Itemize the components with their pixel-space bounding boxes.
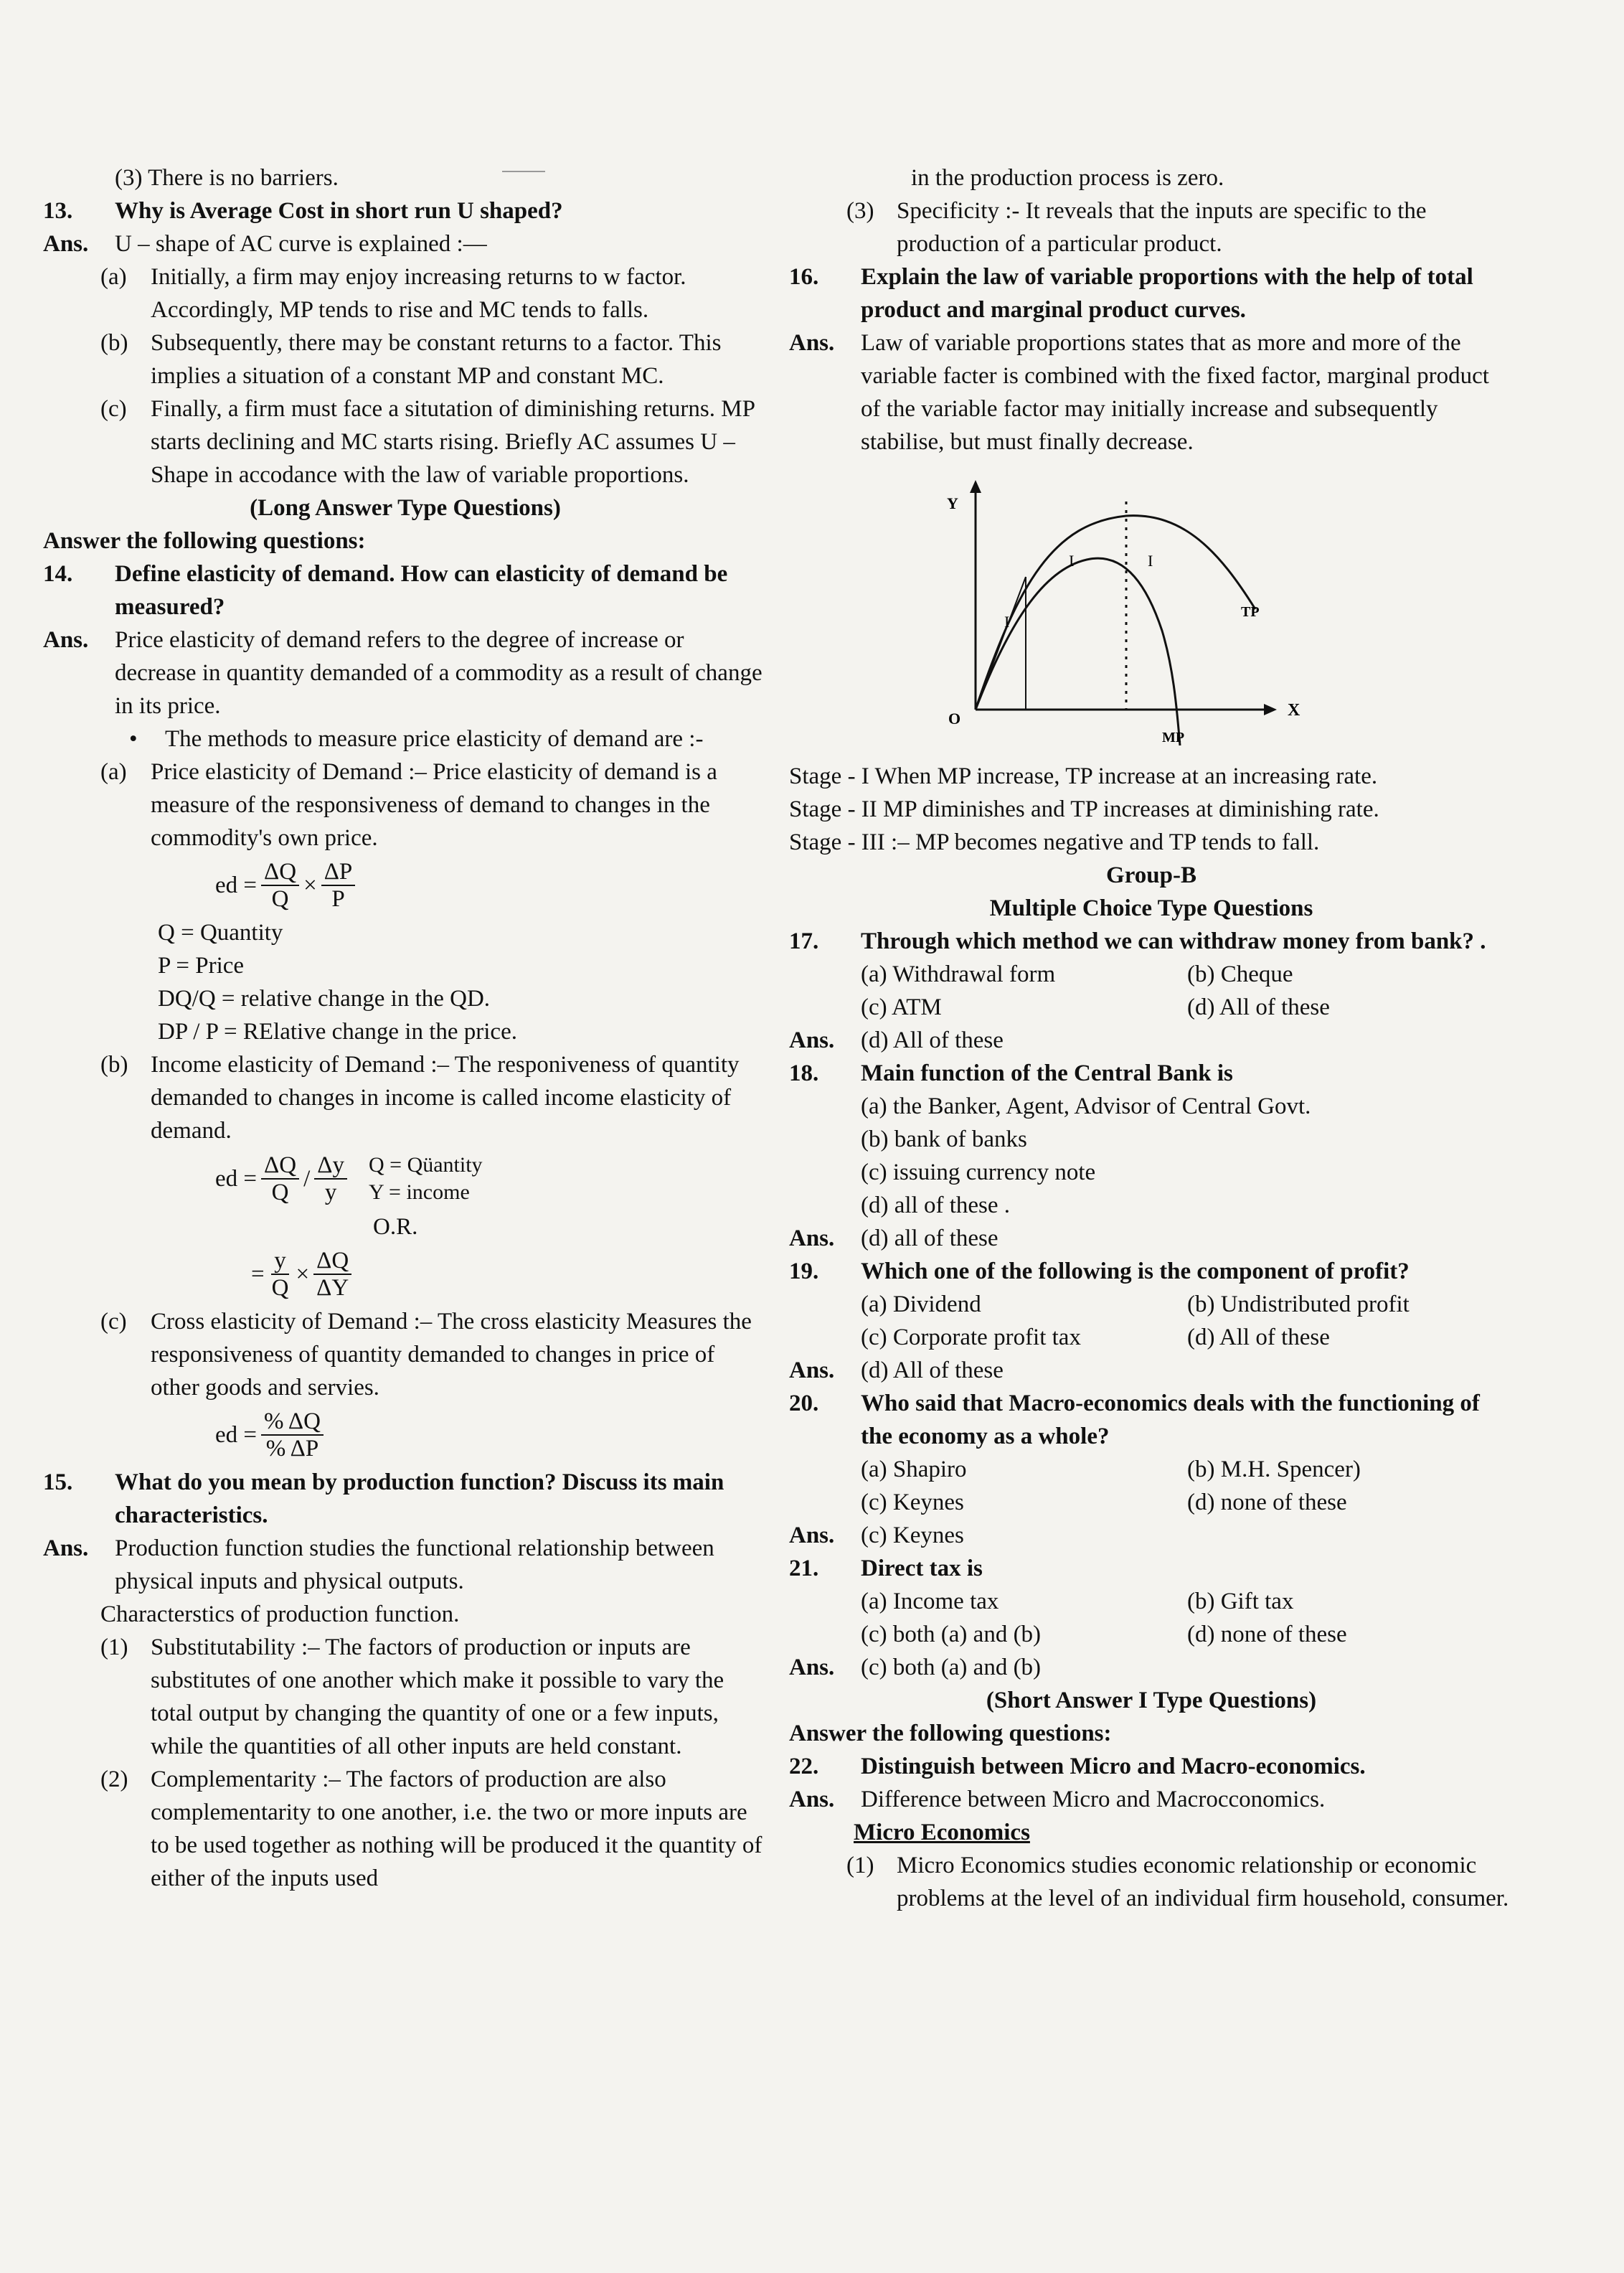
tp-curve xyxy=(976,516,1255,710)
micro-point-1: (1) Micro Economics studies economic relationship or economic problems at the level of an individual firm household, consumer. xyxy=(846,1853,1509,1911)
answer-13: Ans. U – shape of AC curve is explained :— xyxy=(43,231,487,257)
stage-3: Stage - III :– MP becomes negative and TP tends to fall. xyxy=(789,829,1320,855)
q21-answer: Ans. (c) both (a) and (b) xyxy=(789,1655,1042,1680)
question-15: 15. What do you mean by production function? Discuss its main characteristics. xyxy=(43,1469,724,1528)
stage-label-2: I xyxy=(1069,552,1075,570)
answer-14-c: (c) Cross elasticity of Demand :– The cross elasticity Measures the responsiveness of quantity demanded to changes in price of other goods and servies. xyxy=(100,1309,752,1401)
question-18: 18. Main function of the Central Bank is xyxy=(789,1060,1233,1086)
answer-16: Ans. Law of variable proportions states that as more and more of the variable facter is combined with the fixed factor, marginal product of the variable factor may initially increase and subsequently stabilise, but must finally decrease. xyxy=(789,330,1489,455)
characteristic-3: (3) Specificity :- It reveals that the inputs are specific to the production of a particular product. xyxy=(846,198,1427,257)
origin-label: O xyxy=(948,710,961,728)
question-14: 14. Define elasticity of demand. How can elasticity of demand be measured? xyxy=(43,561,728,620)
x-label: X xyxy=(1288,701,1300,720)
question-16: 16. Explain the law of variable proportions with the help of total product and marginal product curves. xyxy=(789,264,1473,323)
group-b-heading: Group-B xyxy=(1106,862,1196,888)
answer-22: Ans. Difference between Micro and Macrocconomics. xyxy=(789,1787,1326,1812)
q17-answer: Ans. (d) All of these xyxy=(789,1027,1004,1053)
continuation-line: in the production process is zero. xyxy=(911,165,1224,191)
question-20: 20. Who said that Macro-economics deals with the functioning of the economy as a whole? xyxy=(789,1390,1480,1449)
q18-answer: Ans. (d) all of these xyxy=(789,1225,999,1251)
cross-elasticity-formula: ed = $\frac{\% \Delta Q}{\% \Delta P}$ xyxy=(43,1408,768,1462)
q17-options: (a) Withdrawal form (b) Cheque (c) ATM (d) All of these xyxy=(861,961,1330,1020)
question-22: 22. Distinguish between Micro and Macro-economics. xyxy=(789,1754,1366,1779)
question-13: 13. Why is Average Cost in short run U shaped? xyxy=(43,198,563,224)
short-answer-heading: (Short Answer I Type Questions) xyxy=(986,1688,1317,1713)
q19-answer: Ans. (d) All of these xyxy=(789,1357,1004,1383)
question-17: 17. Through which method we can withdraw money from bank? . xyxy=(789,928,1486,954)
answer-15: Ans. Production function studies the functional relationship between physical inputs and physical outputs. xyxy=(43,1535,714,1594)
y-axis-arrow xyxy=(970,480,981,493)
tp-label: TP xyxy=(1241,604,1260,620)
characteristics-heading: Characterstics of production function. xyxy=(100,1601,460,1627)
answer-following-right: Answer the following questions: xyxy=(789,1721,1112,1746)
characteristic-1: (1) Substitutability :– The factors of production or inputs are substitutes of one another which make it possible to vary the total output by changing the quantity of one or a few inputs, while the quantities of all other inputs are held constant. xyxy=(100,1634,724,1759)
mp-curve xyxy=(976,558,1180,745)
mp-label: MP xyxy=(1162,730,1185,745)
answer-14: Ans. Price elasticity of demand refers to the degree of increase or decrease in quantity demanded of a commodity as a result of change in its price. xyxy=(43,627,763,719)
answer-13-b: (b) Subsequently, there may be constant returns to a factor. This implies a situation of a constant MP and constant MC. xyxy=(100,330,722,389)
tangent-line xyxy=(976,577,1026,710)
formula-definitions: Q = Quantity P = Price DQ/Q = relative change in the QD. DP / P = RElative change in the price. xyxy=(158,920,517,1045)
methods-bullet: • The methods to measure price elasticity of demand are :- xyxy=(43,723,768,756)
mcq-heading: Multiple Choice Type Questions xyxy=(989,895,1313,921)
long-answer-heading: (Long Answer Type Questions) xyxy=(250,495,561,521)
characteristic-2: (2) Complementarity :– The factors of production are also complementarity to one another, i.e. the two or more inputs are to be used together as nothing will be produced it the quantity of either of the inputs used xyxy=(100,1766,763,1891)
q20-options: (a) Shapiro (b) M.H. Spencer) (c) Keynes (d) none of these xyxy=(861,1456,1361,1515)
answer-14-a: (a) Price elasticity of Demand :– Price elasticity of demand is a measure of the responsiveness of demand to changes in the commodity's own price. xyxy=(100,759,717,851)
micro-economics-heading: Micro Economics xyxy=(854,1820,1030,1845)
left-column xyxy=(43,161,768,1895)
q21-options: (a) Income tax (b) Gift tax (c) both (a) and (b) (d) none of these xyxy=(861,1589,1347,1647)
price-elasticity-formula: ed = $\frac{\Delta Q}{Q}$ × $\frac{\Delta P}{P}$ xyxy=(43,859,768,912)
barrier-point: (3) There is no barriers. xyxy=(115,165,339,191)
variable-proportions-graph xyxy=(933,473,1435,760)
q20-answer: Ans. (c) Keynes xyxy=(789,1523,964,1548)
q18-options: (a) the Banker, Agent, Advisor of Central Govt. (b) bank of banks (c) issuing currency note (d) all of these . xyxy=(861,1093,1311,1218)
bullet-dot: • xyxy=(129,726,138,752)
y-label: Y xyxy=(947,494,958,512)
tp-mp-curves xyxy=(933,473,1435,760)
answer-13-c: (c) Finally, a firm must face a situtation of diminishing returns. MP starts declining and MC starts rising. Briefly AC assumes U – Shape in accodance with the law of variable proportions. xyxy=(100,396,755,488)
income-elasticity-formula: ed = $\frac{\Delta Q}{Q}$ / $\frac{\Delta y}{y}$ Q = Qüantity Y = income xyxy=(215,1152,483,1205)
stage-label-1: I xyxy=(1004,613,1010,631)
answer-14-b: (b) Income elasticity of Demand :– The responiveness of quantity demanded to changes in income is called income elasticity of demand. xyxy=(100,1052,740,1144)
question-21: 21. Direct tax is xyxy=(789,1556,983,1581)
stage-2: Stage - II MP diminishes and TP increases at diminishing rate. xyxy=(789,796,1379,822)
x-axis-arrow xyxy=(1264,704,1277,715)
income-elasticity-alt-formula: = $\frac{y}{Q}$ × $\frac{\Delta Q}{\Delta Y}$ xyxy=(43,1248,768,1301)
or-label: O.R. xyxy=(373,1214,418,1240)
answer-following-left: Answer the following questions: xyxy=(43,528,366,554)
right-column xyxy=(789,161,1514,1915)
stage-label-3: I xyxy=(1148,552,1153,570)
q19-options: (a) Dividend (b) Undistributed profit (c) Corporate profit tax (d) All of these xyxy=(861,1291,1410,1350)
answer-13-a: (a) Initially, a firm may enjoy increasing returns to w factor. Accordingly, MP tends to rise and MC tends to falls. xyxy=(100,264,686,323)
question-19: 19. Which one of the following is the component of profit? xyxy=(789,1258,1410,1284)
stage-1: Stage - I When MP increase, TP increase at an increasing rate. xyxy=(789,763,1378,789)
